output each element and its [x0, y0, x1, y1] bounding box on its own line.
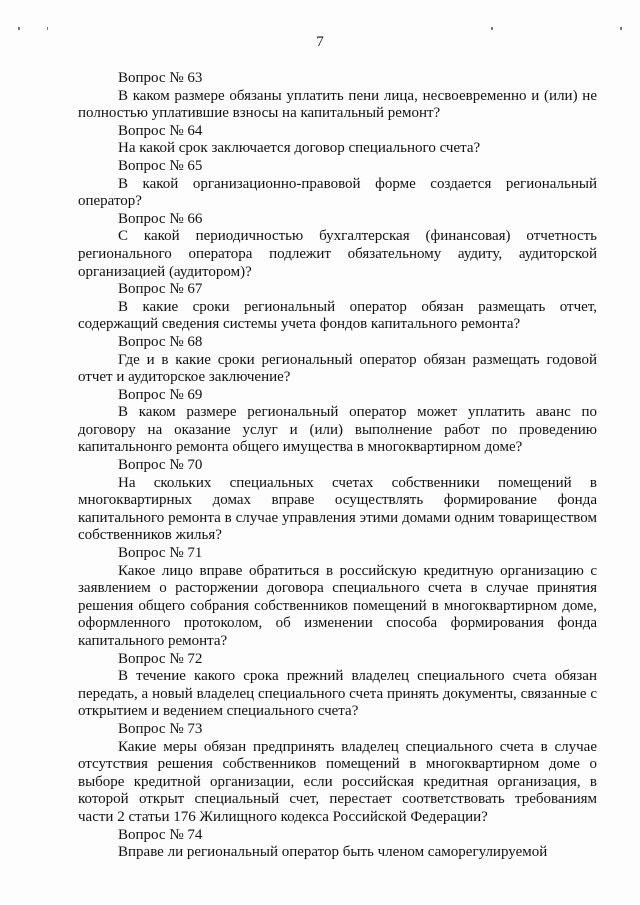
scan-artifact-mark: [491, 27, 493, 30]
question-text: В каком размере обязаны уплатить пени лица, несвоевременно и (или) не полностью уплатившие взносы на капитальный ремонт?: [78, 87, 597, 122]
question-text: Какое лицо вправе обратиться в российскую кредитную организацию с заявлением о расторжении договора специального счета в случае принятия решения общего собрания собственников помещений в многоквартирном доме, оформленного протоколом, об изменении способа формирования фонда капитального ремонта?: [78, 562, 597, 649]
question-text: В течение какого срока прежний владелец специального счета обязан передать, а новый владелец специального счета принять документы, связанные с открытием и ведением специального счета?: [78, 668, 597, 720]
question-label: Вопрос № 67: [118, 281, 203, 298]
questions-list: [78, 70, 597, 862]
question-label: Вопрос № 72: [118, 650, 203, 667]
question-73: [78, 721, 597, 827]
question-label: Вопрос № 74: [118, 826, 203, 843]
question-label: Вопрос № 71: [118, 545, 203, 562]
question-text: С какой периодичностью бухгалтерская (финансовая) отчетность регионального оператора подлежит обязательному аудиту, аудиторской организацией (аудитором)?: [78, 228, 597, 280]
question-label: Вопрос № 73: [118, 720, 203, 737]
question-label: Вопрос № 66: [118, 210, 203, 227]
question-66: [78, 211, 597, 281]
page-number: 7: [316, 34, 324, 50]
question-label: Вопрос № 70: [118, 457, 203, 474]
question-63: [78, 70, 597, 123]
question-text: В каком размере региональный оператор может уплатить аванс по договору на оказание услуг и (или) выполнение работ по проведению капитальнонго ремонта общего имущества в многоквартирном доме?: [78, 404, 597, 456]
question-68: [78, 334, 597, 387]
question-64: [78, 123, 597, 158]
question-text: На скольких специальных счетах собственники помещений в многоквартирных домах вправе осуществлять формирование фонда капитального ремонта в случае управления этими домами одним товариществом собственников жилья?: [78, 474, 597, 544]
question-71: [78, 545, 597, 651]
scan-artifact-mark: [620, 27, 622, 30]
question-text: Какие меры обязан предпринять владелец специального счета в случае отсутствия решения собственников помещений в многоквартирном доме о выборе кредитной организации, если российская кредитная организация, в которой открыт специальный счет, перестает соответствовать требованиям части 2 статьи 176 Жилищного кодекса Российской Федерации?: [78, 738, 597, 825]
question-74: [78, 827, 597, 862]
question-text: Вправе ли региональный оператор быть членом саморегулируемой: [118, 844, 548, 861]
scan-artifact-mark: [18, 27, 20, 30]
question-text: В какие сроки региональный оператор обязан размещать отчет, содержащий сведения системы учета фондов капитального ремонта?: [78, 298, 597, 333]
question-72: [78, 651, 597, 721]
question-label: Вопрос № 65: [118, 157, 203, 174]
question-65: [78, 158, 597, 211]
question-69: [78, 387, 597, 457]
question-70: [78, 457, 597, 545]
question-label: Вопрос № 69: [118, 386, 203, 403]
question-text: Где и в какие сроки региональный оператор обязан размещать годовой отчет и аудиторское заключение?: [78, 351, 597, 386]
scan-artifact-mark: [47, 27, 48, 30]
question-67: [78, 281, 597, 334]
question-label: Вопрос № 64: [118, 122, 203, 139]
question-label: Вопрос № 68: [118, 333, 203, 350]
question-label: Вопрос № 63: [118, 70, 203, 86]
question-text: На какой срок заключается договор специального счета?: [118, 140, 481, 157]
question-text: В какой организационно-правовой форме создается региональный оператор?: [78, 175, 597, 210]
